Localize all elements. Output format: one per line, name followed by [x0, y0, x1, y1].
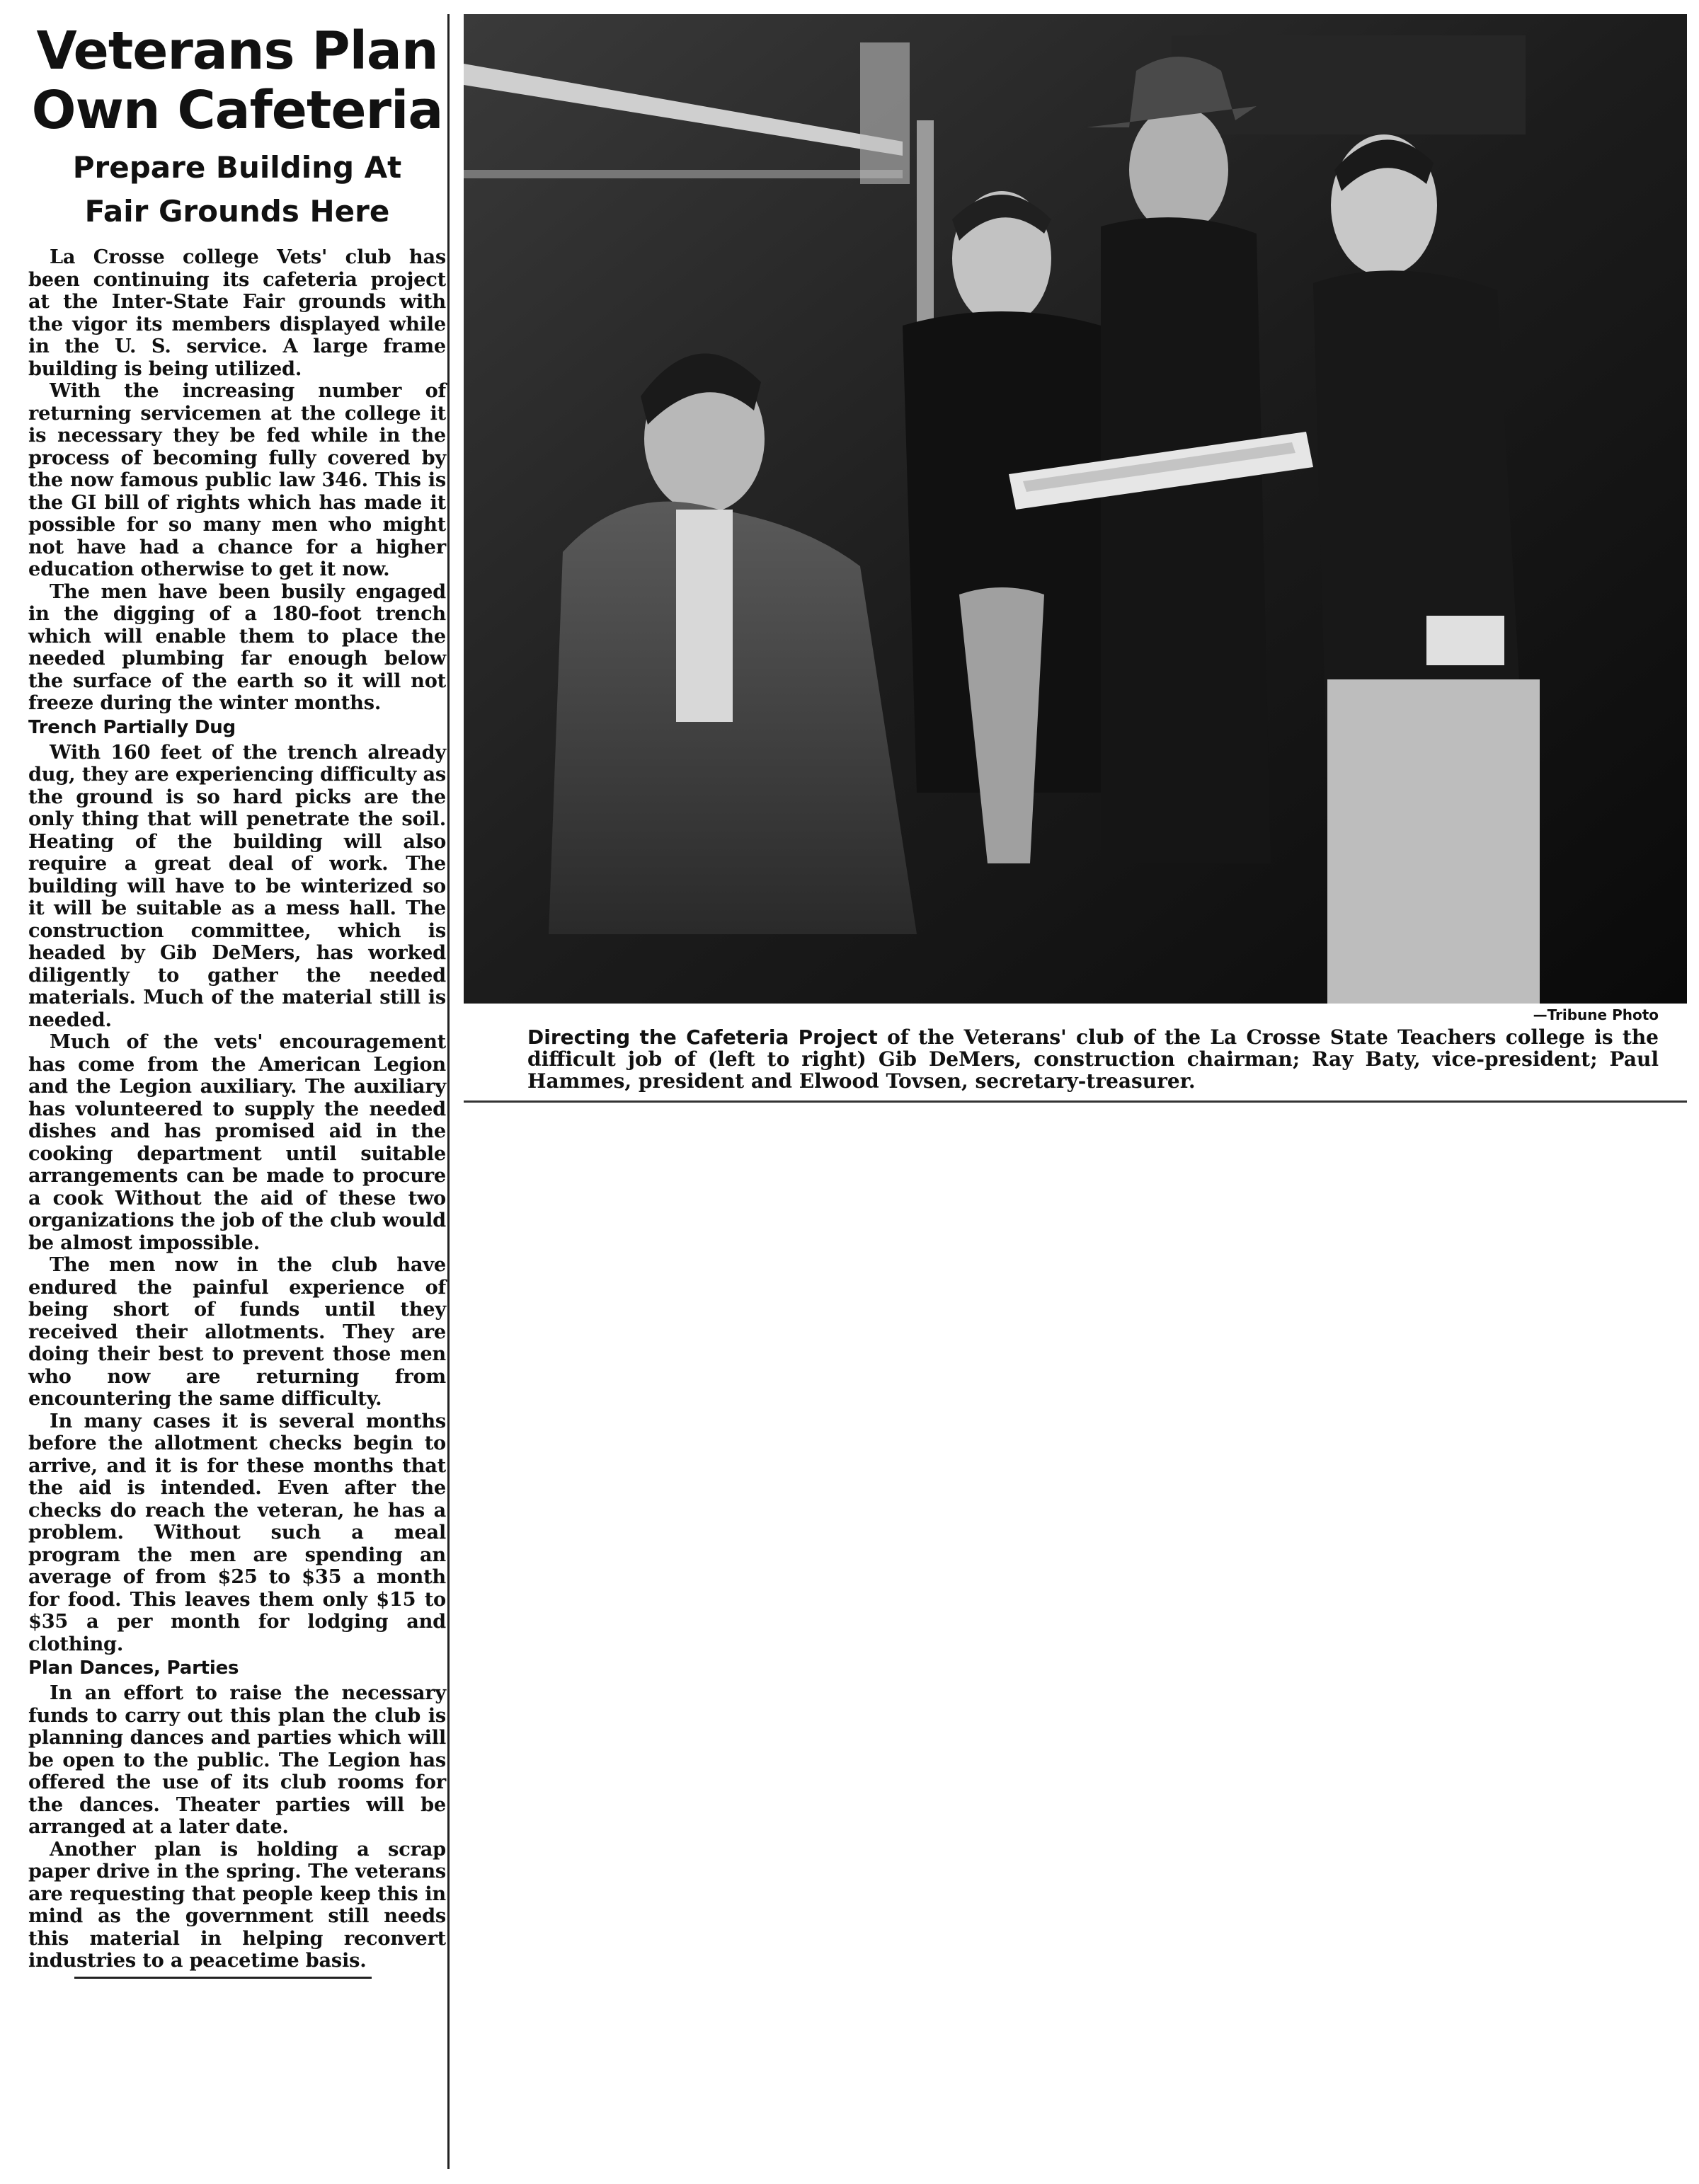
article-body — [28, 246, 446, 1972]
paragraph-5: Much of the vets' encouragement has come from the American Legion and the Legion auxiliary. The auxiliary has volunteered to supply the needed dishes and has promised aid in the cooking department until suitable arrangements can be made to procure a cook Without the aid of these two organizations the job of the club would be almost impossible. — [28, 1030, 446, 1254]
subhead-line-2: Fair Grounds Here — [84, 194, 390, 229]
headline-line-1: Veterans Plan — [36, 21, 438, 81]
headline-line-2: Own Cafeteria — [31, 80, 443, 141]
subhead-line-1: Prepare Building At — [72, 150, 402, 185]
subheadline — [28, 146, 446, 234]
photo-caption — [527, 1026, 1659, 1092]
photo-illustration — [464, 14, 1687, 1004]
column-divider — [447, 14, 450, 2169]
paragraph-1: La Crosse college Vets' club has been continuing its cafeteria project at the Inter-State Fair grounds with the vigor its members displayed while in the U. S. service. A large frame building is being utilized. — [28, 246, 446, 380]
caption-lead: Directing the Cafeteria Project — [527, 1025, 878, 1049]
paragraph-8: In an effort to raise the necessary funds to carry out this plan the club is planning dances and parties which will be open to the public. The Legion has offered the use of its club rooms for the dances. Theater parties will be arranged at a later date. — [28, 1682, 446, 1838]
paragraph-4: With 160 feet of the trench already dug, they are experiencing difficulty as the ground is so hard picks are the only thing that will penetrate the soil. Heating of the building will also require a great deal of work. The building will have to be winterized so it will be suitable as a mess hall. The construction committee, which is headed by Gib DeMers, has worked diligently to gather the needed materials. Much of the material still is needed. — [28, 740, 446, 1031]
section-head-trench: Trench Partially Dug — [28, 716, 236, 738]
photo-credit: —Tribune Photo — [1533, 1006, 1659, 1023]
photo-block — [464, 14, 1687, 1103]
end-rule — [74, 1977, 372, 1979]
paragraph-2: With the increasing number of returning servicemen at the college it is necessary they be fed while in the process of becoming fully covered by the now famous public law 346. This is the GI bill of rights which has made it possible for so many men who might not have had a chance for a higher education otherwise to get it now. — [28, 379, 446, 580]
paragraph-9: Another plan is holding a scrap paper drive in the spring. The veterans are requesting that people keep this in mind as the government still needs this material in helping reconvert industries to a peacetime basis. — [28, 1837, 446, 1972]
news-photo — [464, 14, 1687, 1004]
paragraph-7: In many cases it is several months before the allotment checks begin to arrive, and it is for these months that the aid is intended. Even after the checks do reach the veteran, he has a problem. Without such a meal program the men are spending an average of from $25 to $35 a month for food. This leaves them only $15 to $35 a per month for lodging and clothing. — [28, 1409, 446, 1655]
paragraph-3: The men have been busily engaged in the digging of a 180-foot trench which will enable them to place the needed plumbing far enough below the surface of the earth so it will not freeze during the winter months. — [28, 580, 446, 714]
caption-text: of the Veterans' club of the La Crosse State Teachers college is the difficult job of (left to right) Gib DeMers, construction chairman; Ray Baty, vice-president; Paul Hammes, president and Elwood Tovsen, secretary-treasurer. — [527, 1025, 1659, 1093]
section-head-dances: Plan Dances, Parties — [28, 1657, 239, 1679]
caption-rule — [464, 1100, 1687, 1103]
article-column — [28, 21, 446, 2170]
paragraph-6: The men now in the club have endured the painful experience of being short of funds until they received their allotments. They are doing their best to prevent those men who now are returning from encountering the same difficulty. — [28, 1253, 446, 1410]
headline — [28, 21, 446, 140]
